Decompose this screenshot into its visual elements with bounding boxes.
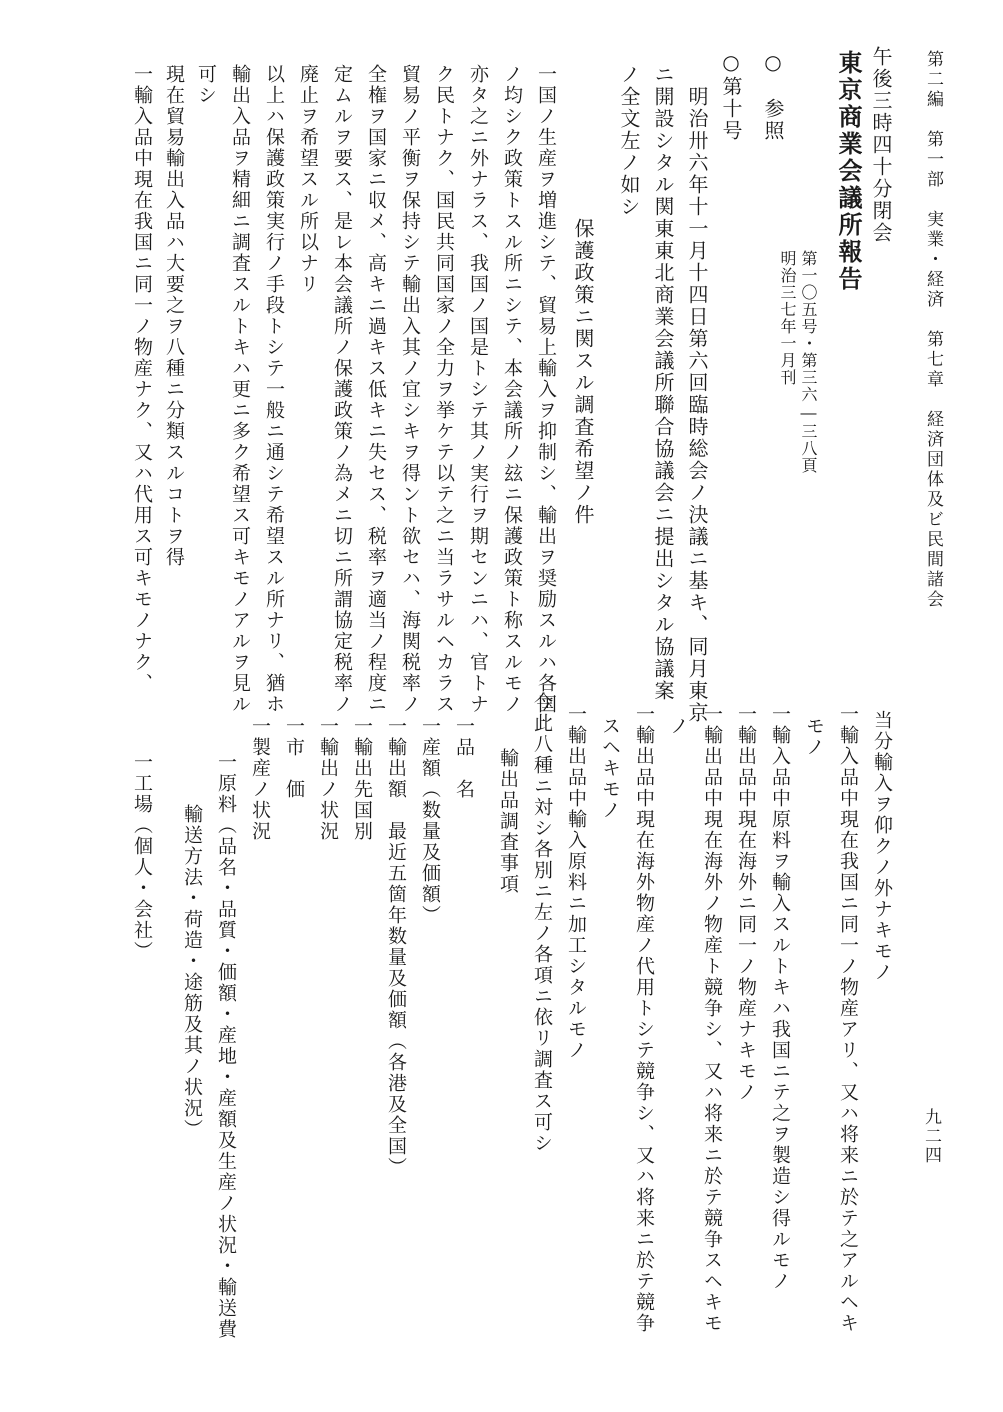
survey-item-export-volume: 一輸出額 最近五箇年数量及価額（各港及全国） (385, 716, 407, 1178)
report-title: 東京商業会議所報告 (834, 50, 863, 293)
survey-subitem-materials: 一原料（品名・品質・価額・産地・産額及生産ノ状況・輸送費 (215, 752, 237, 1340)
body-line-12: 現在貿易輸出入品ハ大要之ヲ八種ニ分類スルコトヲ得 (163, 64, 185, 568)
subject-heading: 保護政策ニ関スル調査希望ノ件 (571, 218, 595, 526)
item-number: ○第十号 (719, 50, 743, 142)
body-line-6: 全権ヲ国家ニ収メ、高キニ過キス低キニ失セス、税率ヲ適当ノ程度ニ (365, 64, 387, 715)
reference-label: ○ 参照 (761, 50, 785, 142)
intro-line-2: ニ開設シタル関東東北商業会議所聯合協議会ニ提出シタル協議案 (651, 64, 675, 702)
body-line-13: 一輸入品中現在我国ニ同一ノ物産ナク、又ハ代用ス可キモノナク、 (131, 64, 153, 694)
list-line-2: 一輸入品中現在我国ニ同一ノ物産アリ、又ハ将来ニ於テ之アルヘキ (837, 704, 859, 1334)
list-line-11: 今此八種ニ対シ各別ニ左ノ各項ニ依リ調査ス可シ (531, 692, 553, 1154)
body-line-2: ノ均シク政策トスル所ニシテ、本会議所ノ玆ニ保護政策ト称スルモノ (501, 64, 523, 715)
body-line-1: 一国ノ生産ヲ増進シテ、貿易上輸入ヲ抑制シ、輸出ヲ奨励スルハ各国 (535, 64, 557, 715)
intro-line-1: 明治卅六年十一月十四日第六回臨時総会ノ決議ニ基キ、同月東京 (685, 86, 709, 724)
survey-item-export-status: 一輸出ノ状況 (317, 716, 339, 842)
list-line-1: 当分輸入ヲ仰クノ外ナキモノ (871, 710, 893, 983)
body-line-8: 廃止ヲ希望スル所以ナリ (297, 64, 319, 295)
list-line-8: 一輸出品中現在海外物産ノ代用トシテ競争シ、又ハ将来ニ於テ競争 (633, 704, 655, 1334)
body-line-4: ク民トナク、国民共同国家ノ全力ヲ挙ケテ以テ之ニ当ラサルヘカラス (433, 64, 455, 715)
survey-heading: 輸出品調査事項 (497, 748, 519, 895)
survey-item-destinations: 一輸出先国別 (351, 716, 373, 842)
survey-item-production: 一製産ノ状況 (249, 716, 271, 842)
survey-item-market-price: 一市 価 (283, 716, 305, 800)
list-line-9: スヘキモノ (599, 716, 621, 821)
body-line-3: 亦タ之ニ外ナラス、我国ノ国是トシテ其ノ実行ヲ期センニハ、官トナ (467, 64, 489, 715)
body-line-5: 貿易ノ平衡ヲ保持シテ輸出入其ノ宜シキヲ得ント欲セハ、海関税率ノ (399, 64, 421, 715)
body-line-10: 輸出入品ヲ精細ニ調査スルトキハ更ニ多ク希望ス可キモノアルヲ見ル (229, 64, 251, 715)
list-line-3: モノ (803, 716, 825, 758)
list-line-5: 一輸出品中現在海外ニ同一ノ物産ナキモノ (735, 704, 757, 1103)
body-line-7: 定ムルヲ要ス、是レ本会議所ノ保護政策ノ為メニ切ニ所謂協定税率ノ (331, 64, 353, 715)
survey-subitem-transport: 輸送方法・荷造・途筋及其ノ状況） (181, 804, 203, 1140)
survey-item-output: 一産額（数量及価額） (419, 716, 441, 926)
citation-issue: 第一〇五号・第三六―三八頁 (799, 250, 818, 474)
survey-item-name: 一品 名 (453, 716, 475, 800)
survey-subitem-factory: 一工場（個人・会社） (131, 752, 153, 962)
closing-line: 午後三時四十分閉会 (869, 46, 893, 244)
citation-date: 明治三七年一月刊 (778, 250, 797, 386)
list-line-4: 一輸入品中原料ヲ輸入スルトキハ我国ニテ之ヲ製造シ得ルモノ (769, 704, 791, 1292)
body-line-9: 以上ハ保護政策実行ノ手段トシテ一般ニ通シテ希望スル所ナリ、猶ホ (263, 64, 285, 715)
body-line-11: 可シ (195, 64, 217, 106)
page-number: 九二四 (921, 1108, 941, 1165)
list-line-6: 一輸出品中現在海外ノ物産ト競争シ、又ハ将来ニ於テ競争スヘキモ (701, 704, 723, 1334)
list-line-7: ノ (667, 716, 689, 737)
running-head: 第二編 第一部 実業・経済 第七章 経済団体及ビ民間諸会 (923, 50, 943, 610)
list-line-10: 一輸出品中輸入原料ニ加工シタルモノ (565, 704, 587, 1061)
intro-line-3: ノ全文左ノ如シ (617, 64, 641, 218)
